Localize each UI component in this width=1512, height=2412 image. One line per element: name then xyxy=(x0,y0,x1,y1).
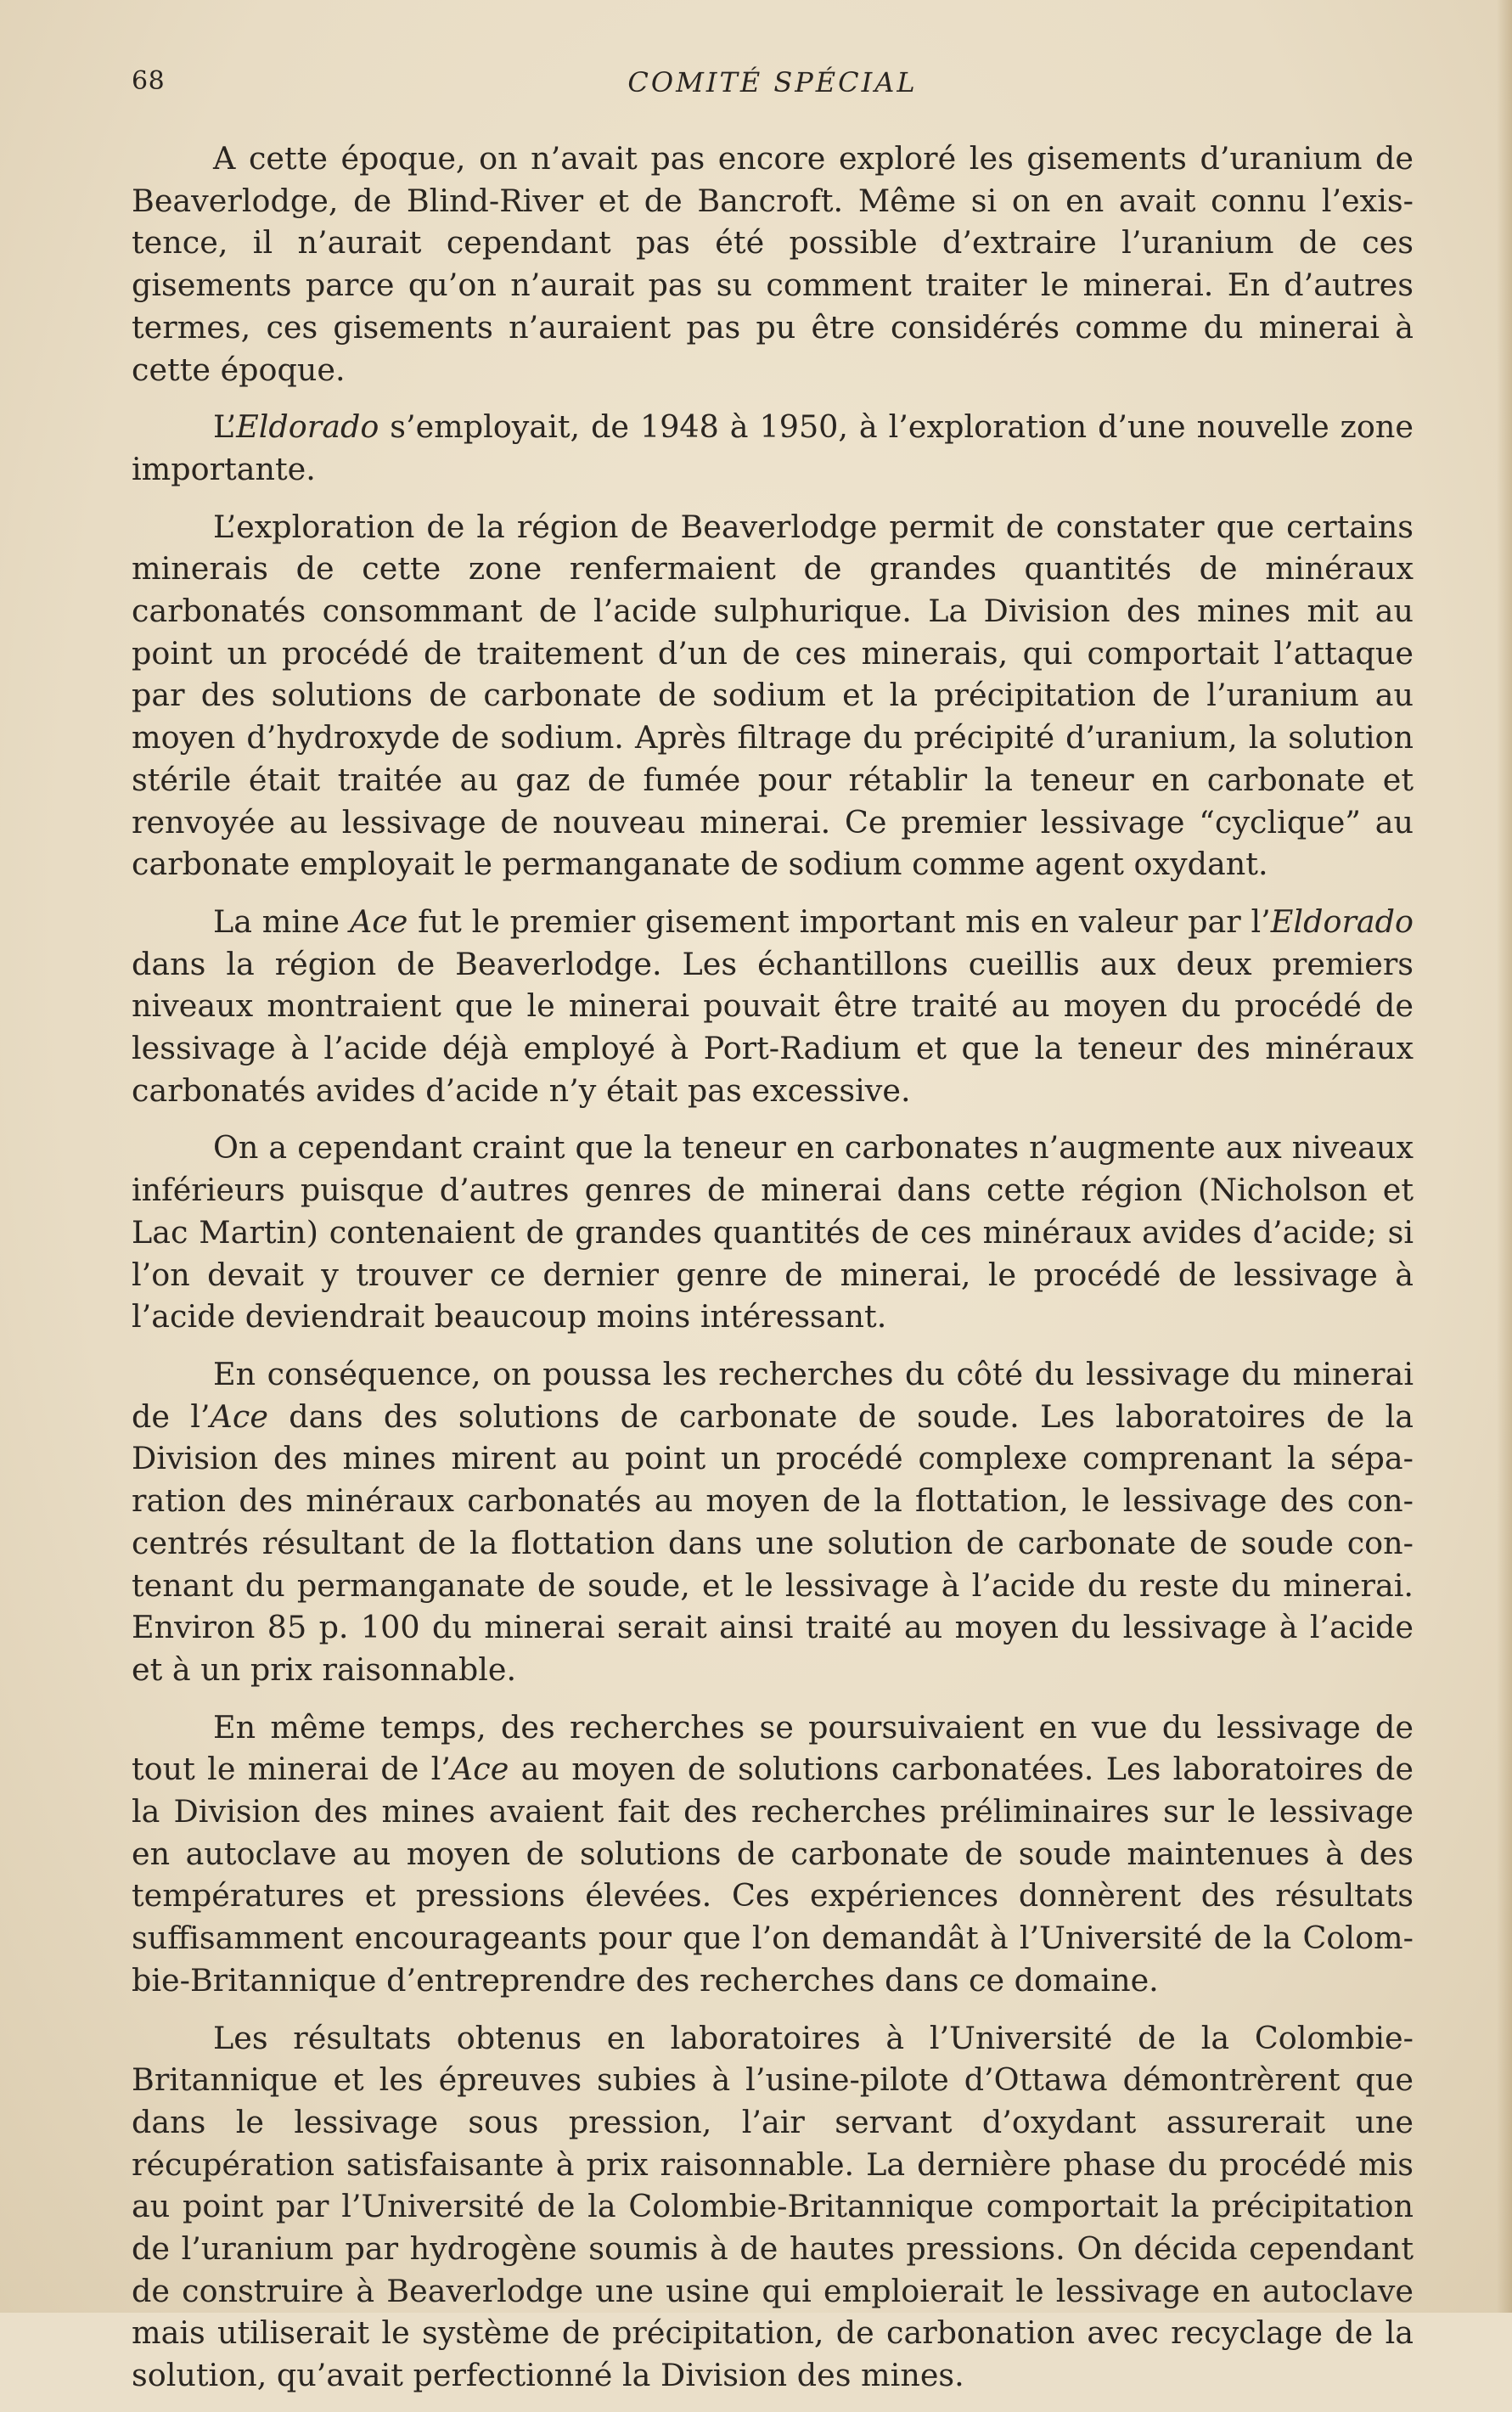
italic-name: Ace xyxy=(210,1397,268,1435)
page-header xyxy=(132,66,1414,109)
italic-name: Ace xyxy=(349,902,408,940)
paragraph xyxy=(132,2017,1414,2397)
text-run: On a cependant craint que la teneur en carbonates n’augmente aux niveaux inférieurs puisque d’autres genres de minerai dans cette région (Nicholson et Lac Martin) contenaient de grandes quantités de ces minéraux avides d’acide; si l’on devait y trouver ce dernier genre de minerai, le procédé de lessivage à l’acide deviendrait beaucoup moins intéressant. xyxy=(132,1129,1414,1335)
paragraph xyxy=(132,406,1414,490)
text-run: L’exploration de la région de Beaverlodge permit de constater que certains minerais de cette zone renfermaient de grandes quantités de minéraux carbonatés consommant de l’acide sulphurique. La Division des mines mit au point un procédé de traitement d’un de ces minerais, qui comportait l’attaque par des solutions de carbonate de sodium et la précipitation de l’uranium au moyen d’hydroxyde de sodium. Après filtrage du précipité d’uranium, la solution stérile était traitée au gaz de fumée pour rétablir la teneur en carbonate et renvoyée au lessivage de nouveau minerai. Ce premier lessivage “cyclique” au carbonate employait le permanganate de sodium comme agent oxydant. xyxy=(132,508,1414,883)
text-run: L’ xyxy=(213,408,237,446)
text-run: au moyen de solutions carbonatées. Les laboratoires de la Division des mines avaient fait des recherches préliminaires sur le lessivage en autoclave au moyen de solutions de carbonate de soude maintenues à des températures et pressions élevées. Ces expériences donnèrent des résultats suffisamment encourageants pour que l’on demandât à l’Université de la Colombie-Britannique d’entreprendre des recherches dans ce domaine. xyxy=(132,1751,1414,1999)
text-run: Les résultats obtenus en laboratoires à l’Université de la Colombie-Britannique et les épreuves subies à l’usine-pilote d’Ottawa démontrèrent que dans le lessivage sous pression, l’air servant d’oxydant assurerait une récupération satisfaisante à prix raisonnable. La dernière phase du procédé mis au point par l’Université de la Colombie-Britannique comportait la précipitation de l’uranium par hydrogène soumis à de hautes pressions. On décida cependant de construire à Beaverlodge une usine qui emploierait le lessivage en autoclave mais utiliserait le système de précipitation, de carbonation avec recyclage de la solution, qu’avait perfectionné la Division des mines. xyxy=(132,2019,1414,2394)
paragraph xyxy=(132,1706,1414,2002)
italic-name: Eldorado xyxy=(1270,902,1414,940)
text-run: En conséquence, on poussa les recherches du côté du lessivage du minerai de l’ xyxy=(132,1355,1414,1435)
text-run: dans des solutions de carbonate de soude. Les laboratoires de la Division des mines mirent au point un procédé complexe comprenant la séparation des minéraux carbonatés au moyen de la flottation, le lessivage des concentrés résultant de la flottation dans une solution de carbonate de soude contenant du permanganate de soude, et le lessivage à l’acide du reste du minerai. Environ 85 p. 100 du minerai serait ainsi traité au moyen du lessivage à l’acide et à un prix raisonnable. xyxy=(132,1397,1414,1688)
paragraph xyxy=(132,138,1414,391)
italic-name: Ace xyxy=(450,1751,509,1788)
paragraph xyxy=(132,901,1414,1112)
text-run: A cette époque, on n’avait pas encore exploré les gisements d’uranium de Beaverlodge, de Blind-River et de Bancroft. Même si on en avait connu l’existence, il n’aurait cependant pas été possible d’extraire l’uranium de ces gisements parce qu’on n’aurait pas su comment traiter le minerai. En d’autres termes, ces gisements n’auraient pas pu être considérés comme du minerai à cette époque. xyxy=(132,140,1414,388)
text-run: s’employait, de 1948 à 1950, à l’exploration d’une nouvelle zone importante. xyxy=(132,408,1414,487)
paragraph xyxy=(132,506,1414,886)
italic-name: Eldorado xyxy=(236,408,379,446)
page-edge-shadow xyxy=(1497,0,1512,2313)
text-run: fut le premier gisement important mis en valeur par l’ xyxy=(408,902,1271,940)
body-text xyxy=(132,138,1414,2412)
paragraph xyxy=(132,1353,1414,1691)
text-run: En même temps, des recherches se poursuivaient en vue du lessivage de tout le minerai de l’ xyxy=(132,1708,1414,1788)
page-number: 68 xyxy=(132,66,166,96)
text-run: La mine xyxy=(213,902,350,940)
running-title: COMITÉ SPÉCIAL xyxy=(627,66,918,98)
paragraph xyxy=(132,1127,1414,1338)
text-run: dans la région de Beaverlodge. Les échantillons cueillis aux deux premiers niveaux montraient que le minerai pouvait être traité au moyen du procédé de lessivage à l’acide déjà employé à Port-Radium et que la teneur des minéraux carbonatés avides d’acide n’y était pas excessive. xyxy=(132,945,1414,1109)
